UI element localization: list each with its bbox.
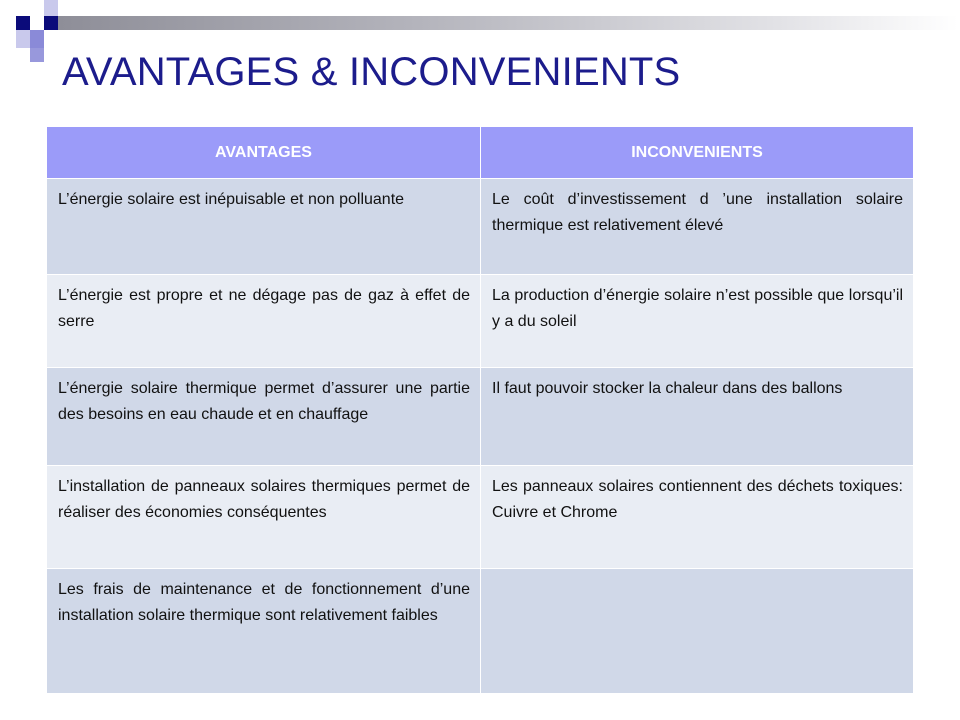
decorative-square <box>44 16 58 30</box>
advantage-cell: L’installation de panneaux solaires thermiques permet de réaliser des économies conséquentes <box>47 466 481 569</box>
table-row <box>47 179 914 275</box>
advantage-cell: L’énergie est propre et ne dégage pas de gaz à effet de serre <box>47 275 481 368</box>
advantage-cell: L’énergie solaire thermique permet d’assurer une partie des besoins en eau chaude et en chauffage <box>47 368 481 466</box>
disadvantage-cell: La production d’énergie solaire n’est possible que lorsqu’il y a du soleil <box>481 275 914 368</box>
disadvantage-cell: Le coût d’investissement d ’une installation solaire thermique est relativement élevé <box>481 179 914 275</box>
decorative-square <box>16 16 30 30</box>
table-header-row <box>47 127 914 179</box>
decorative-square <box>30 48 44 62</box>
advantage-cell: Les frais de maintenance et de fonctionnement d’une installation solaire thermique sont relativement faibles <box>47 569 481 694</box>
disadvantage-cell: Il faut pouvoir stocker la chaleur dans des ballons <box>481 368 914 466</box>
header-avantages: AVANTAGES <box>47 127 481 179</box>
table-row <box>47 275 914 368</box>
decorative-square <box>16 30 30 48</box>
table-row <box>47 368 914 466</box>
decorative-square <box>30 30 44 48</box>
pros-cons-table <box>46 126 914 694</box>
table-row <box>47 466 914 569</box>
header-inconvenients: INCONVENIENTS <box>481 127 914 179</box>
table-row <box>47 569 914 694</box>
disadvantage-cell: Les panneaux solaires contiennent des déchets toxiques: Cuivre et Chrome <box>481 466 914 569</box>
advantage-cell: L’énergie solaire est inépuisable et non polluante <box>47 179 481 275</box>
header-gradient-bar <box>58 16 958 30</box>
slide-title: AVANTAGES & INCONVENIENTS <box>62 50 681 94</box>
disadvantage-cell <box>481 569 914 694</box>
decorative-square <box>44 0 58 16</box>
